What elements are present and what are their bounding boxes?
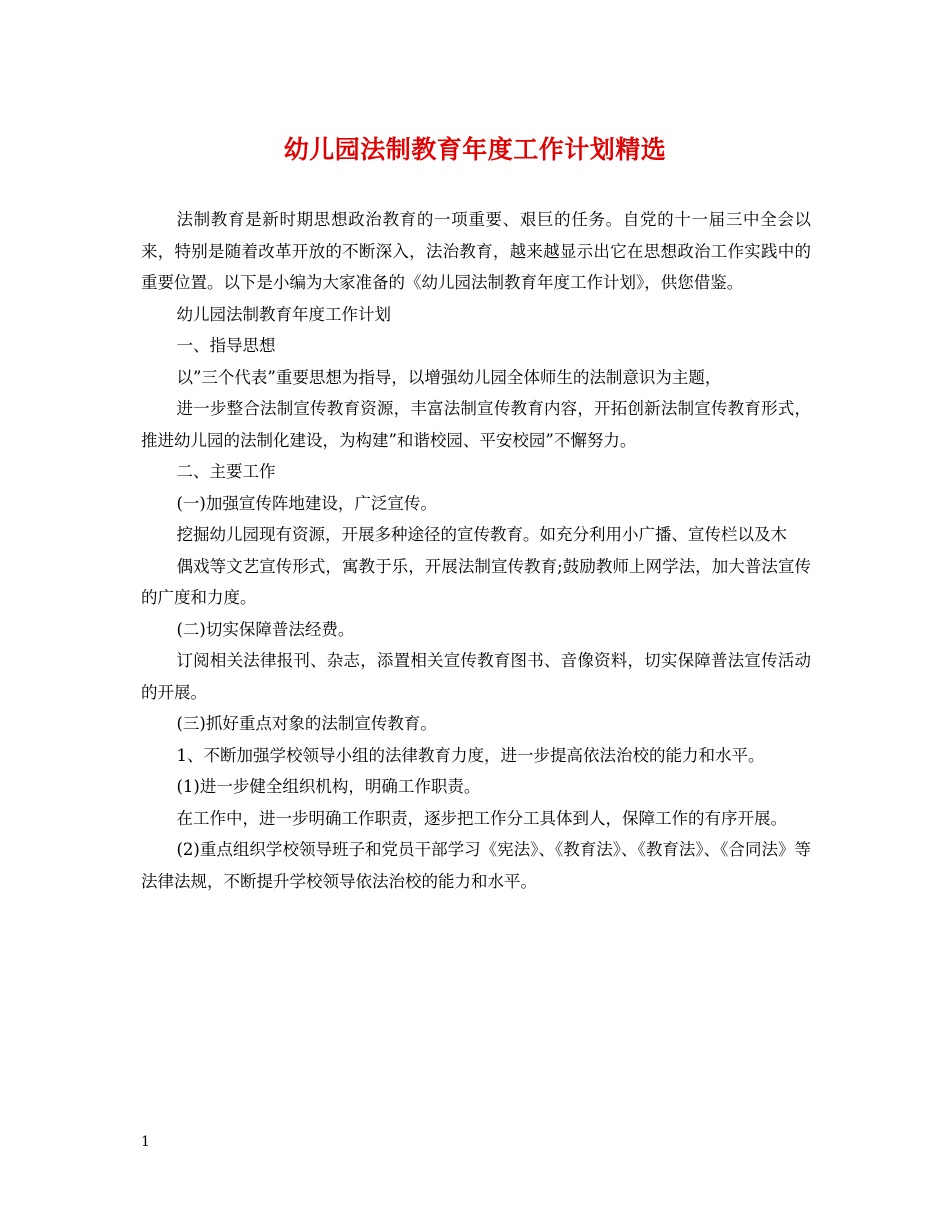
subsection-heading: (三)抓好重点对象的法制宣传教育。 bbox=[176, 714, 437, 733]
body-paragraph: 进一步整合法制宣传教育资源，丰富法制宣传教育内容，开拓创新法制宣传教育形式，推进幼儿园的法制化建设，为构建”和谐校园、平安校园”不懈努力。 bbox=[141, 399, 811, 450]
subsection-heading: (二)切实保障普法经费。 bbox=[176, 619, 355, 639]
body-paragraph: 以”三个代表”重要思想为指导，以增强幼儿园全体师生的法制意识为主题， bbox=[176, 367, 722, 387]
body-paragraph: 在工作中，进一步明确工作职责，逐步把工作分工具体到人，保障工作的有序开展。 bbox=[176, 808, 787, 828]
body-paragraph: 1、不断加强学校领导小组的法律教育力度，进一步提高依法治校的能力和水平。 bbox=[176, 745, 765, 765]
document-body bbox=[141, 204, 811, 897]
section-heading: 一、指导思想 bbox=[176, 336, 276, 355]
document-title: 幼儿园法制教育年度工作计划精选 bbox=[283, 135, 667, 164]
section-heading: 二、主要工作 bbox=[176, 462, 276, 481]
body-paragraph: 挖掘幼儿园现有资源，开展多种途径的宣传教育。如充分利用小广播、宣传栏以及木 bbox=[176, 525, 787, 544]
subsection-heading: (一)加强宣传阵地建设，广泛宣传。 bbox=[176, 493, 437, 513]
list-item-heading: (1)进一步健全组织机构，明确工作职责。 bbox=[176, 777, 481, 796]
body-paragraph: 偶戏等文艺宣传形式，寓教于乐，开展法制宣传教育;鼓励教师上网学法，加大普法宣传的广度和力度。 bbox=[141, 556, 811, 607]
page-number: 1 bbox=[141, 1134, 150, 1150]
body-paragraph: 订阅相关法律报刊、杂志，添置相关宣传教育图书、音像资料，切实保障普法宣传活动的开展。 bbox=[141, 651, 811, 702]
list-item-heading: (2)重点组织学校领导班子和党员干部学习《宪法》、《教育法》、《教育法》、《合同法》等法律法规，不断提升学校领导依法治校的能力和水平。 bbox=[141, 840, 811, 891]
body-paragraph: 法制教育是新时期思想政治教育的一项重要、艰巨的任务。自党的十一届三中全会以来，特别是随着改革开放的不断深入，法治教育，越来越显示出它在思想政治工作实践中的重要位置。以下是小编为大家准备的《幼儿园法制教育年度工作计划》，供您借鉴。 bbox=[141, 210, 811, 292]
body-paragraph: 幼儿园法制教育年度工作计划 bbox=[176, 304, 391, 324]
